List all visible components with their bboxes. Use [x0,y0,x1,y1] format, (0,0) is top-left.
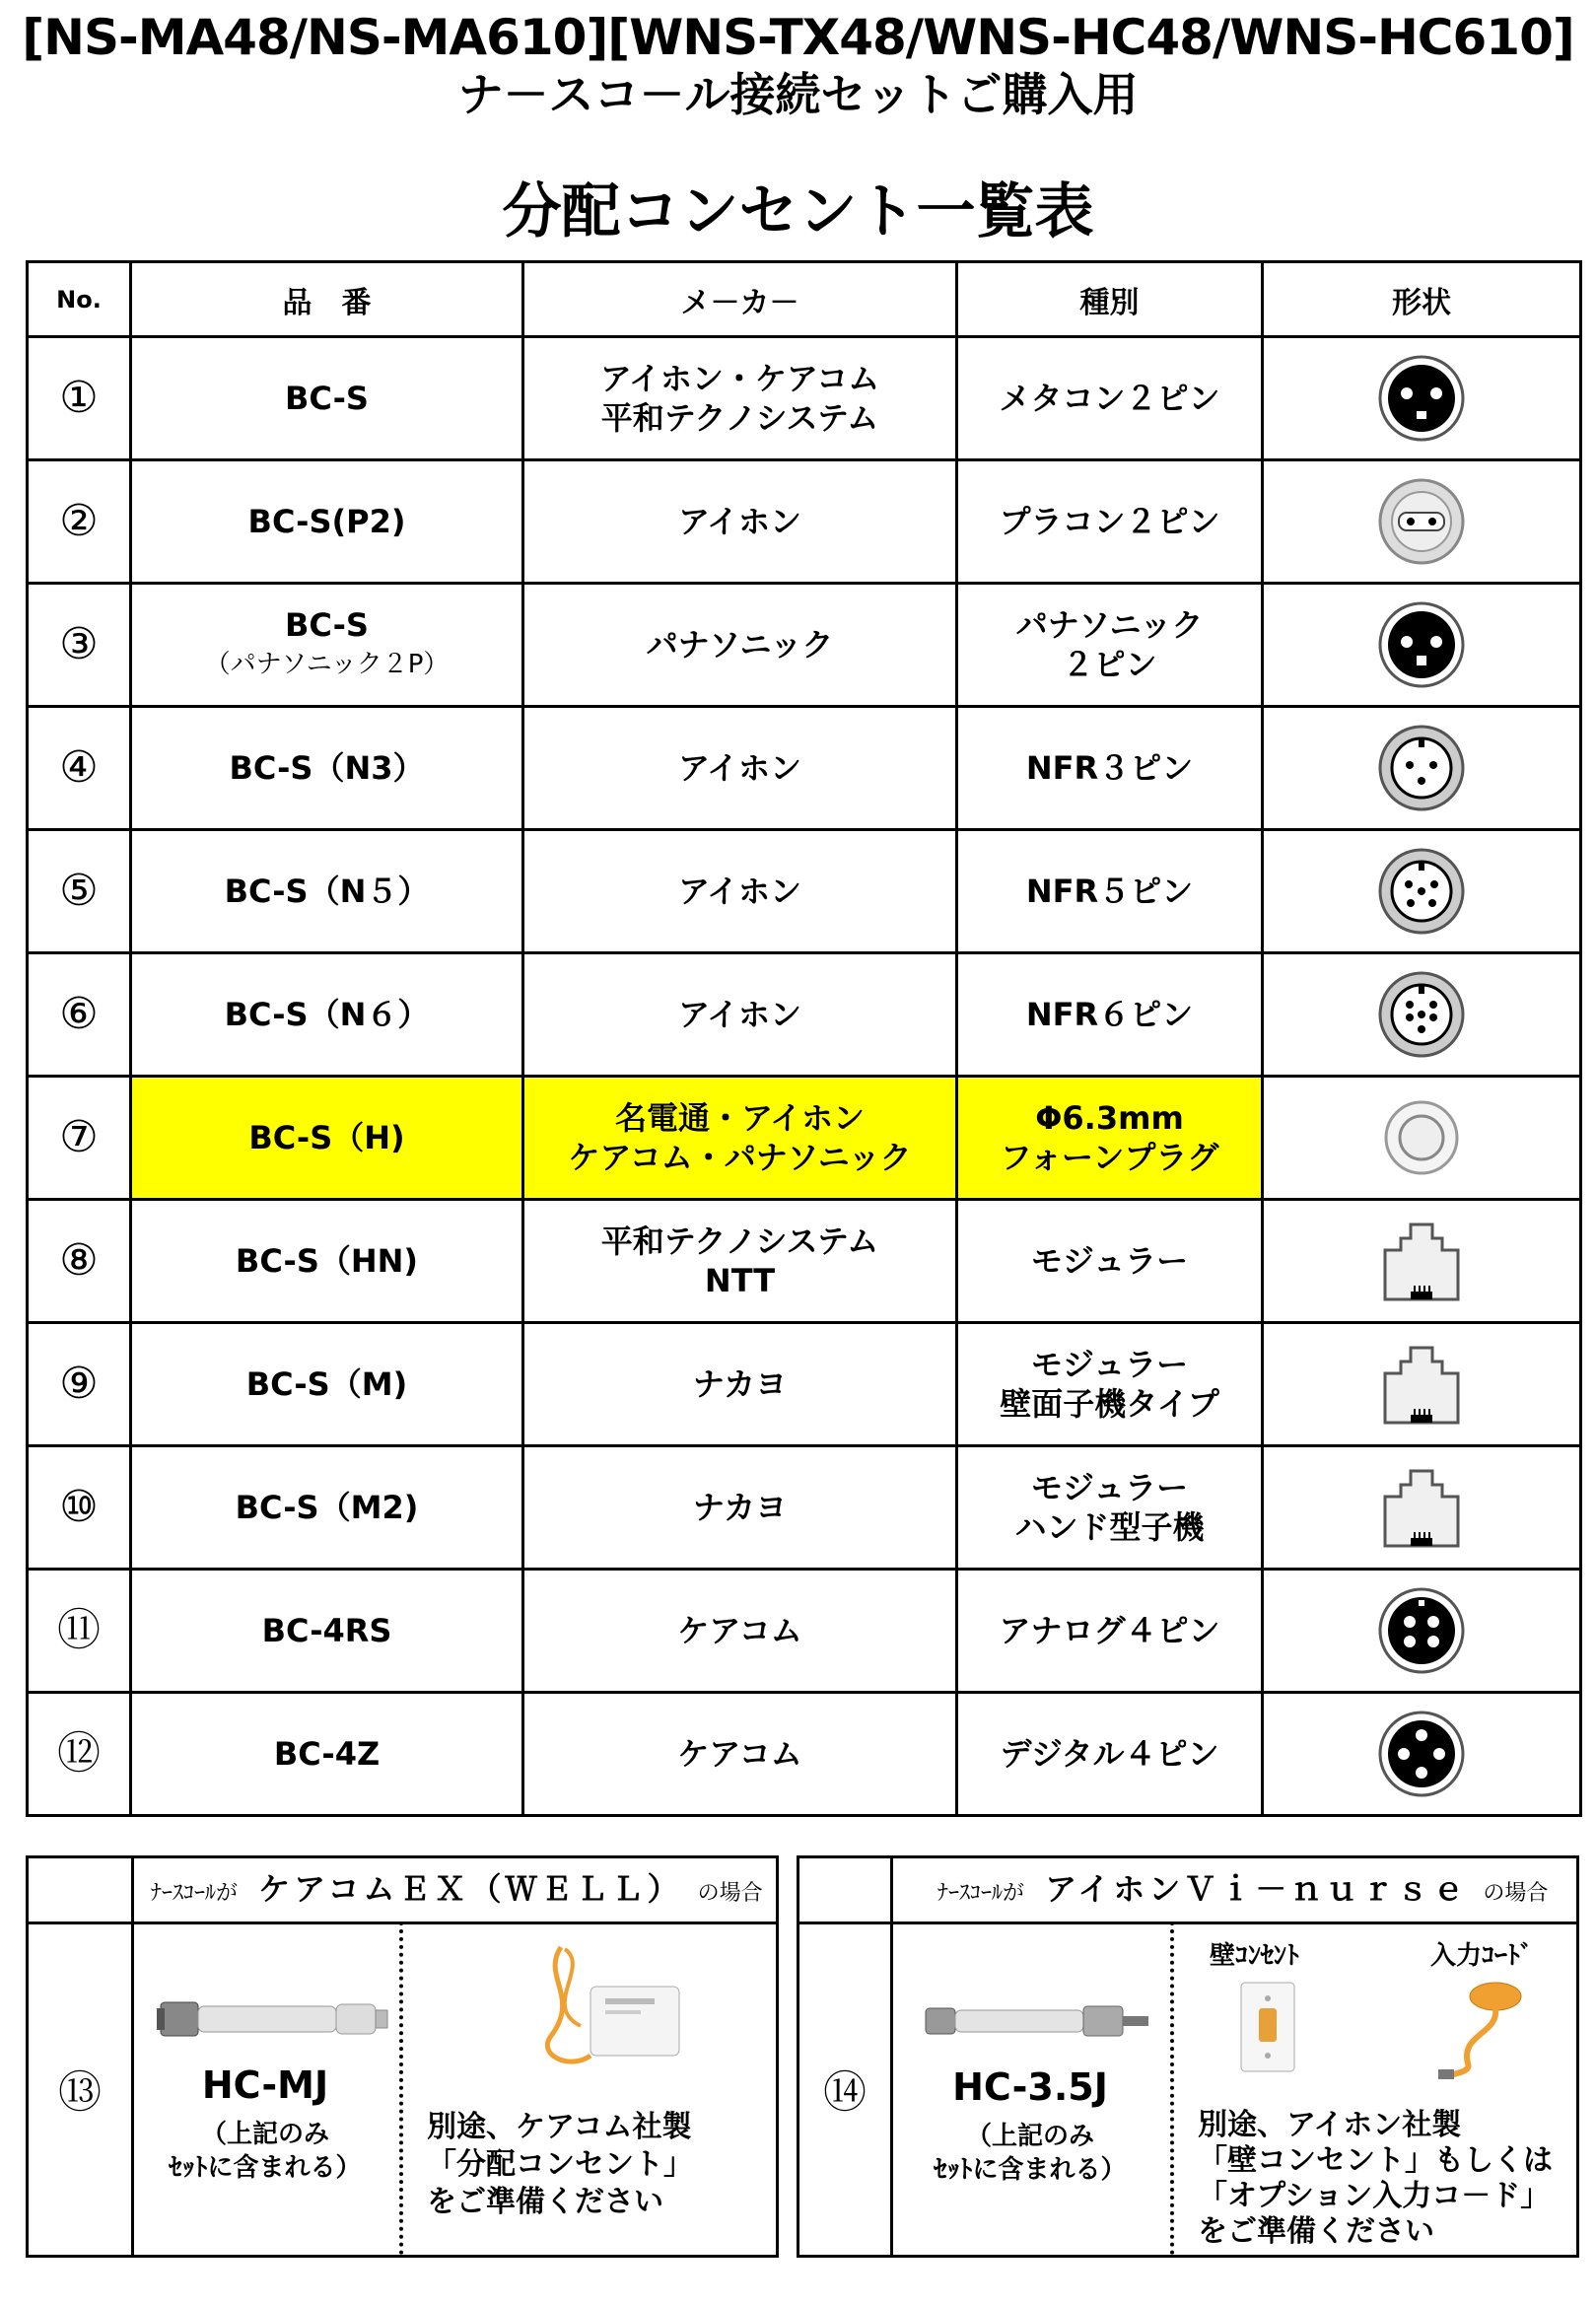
box14-part: HC-3.5J [952,2065,1108,2109]
row-no: ⑥ [28,953,131,1077]
row-maker-line1: ナカヨ [692,1365,788,1403]
row-shape [1263,1693,1581,1816]
wall-outlet-icon [1233,1979,1302,2077]
analog-4pin-icon [1377,1586,1466,1675]
table-row [28,707,1581,830]
row-shape [1263,1200,1581,1323]
row-type [957,1446,1263,1570]
row-type [957,1077,1263,1200]
row-shape [1263,830,1581,953]
box14-desc1: 別途、アイホン社製 [1198,2108,1462,2142]
box13-prefix: ﾅｰｽｺｰﾙが [151,1881,239,1906]
row-part [131,1446,523,1570]
row-type [957,1200,1263,1323]
row-maker-line1: アイホン [677,503,802,540]
box14-suffix: の場合 [1483,1881,1549,1906]
row-maker-line1: ケアコム [677,1612,802,1649]
careacom-outlet-icon [521,1937,699,2085]
col-type: 種別 [957,262,1263,337]
row-shape [1263,1570,1581,1693]
table-row [28,830,1581,953]
header-model-line: [NS-MA48/NS-MA610][WNS-TX48/WNS-HC48/WNS-HC610] [22,9,1574,66]
row-maker-line1: アイホン・ケアコム [599,360,880,397]
row-no: ⑨ [28,1323,131,1446]
row-type-line1: Φ6.3mm [1035,1099,1184,1137]
row-no: ⑪ [28,1570,131,1693]
table-row [28,337,1581,460]
row-part-name: BC-S（N６） [224,996,430,1033]
row-part-name: BC-S（N3） [229,749,425,787]
row-maker [523,1200,957,1323]
box-careacom-ex [26,1855,779,2258]
row-no: ③ [28,584,131,707]
row-maker [523,1446,957,1570]
row-part-name: BC-4RS [261,1612,392,1649]
panasonic-2pin-icon [1377,600,1466,689]
row-shape [1263,707,1581,830]
modular-jack-icon [1377,1340,1466,1429]
row-type-line1: NFR５ピン [1025,873,1194,910]
outlet-table [26,260,1582,1817]
row-type [957,707,1263,830]
col-maker: メ－カ－ [523,262,957,337]
row-maker-line1: アイホン [677,996,802,1033]
box14-cap-input-cord: 入力ｺｰﾄﾞ [1430,1941,1534,1971]
row-type-line2: ハンド型子機 [1014,1508,1205,1546]
row-no: ⑤ [28,830,131,953]
row-part [131,1200,523,1323]
row-part-name: BC-S [285,380,369,417]
row-part-name: BC-S（HN) [235,1242,419,1280]
row-no: ⑦ [28,1077,131,1200]
row-maker [523,1570,957,1693]
col-shape: 形状 [1263,262,1581,337]
row-maker [523,1693,957,1816]
row-part-name: BC-4Z [273,1735,381,1773]
row-part-name: BC-S [285,606,369,644]
row-type-line1: モジュラー [1030,1242,1189,1280]
row-no: ⑧ [28,1200,131,1323]
row-part [131,953,523,1077]
row-type-line1: モジュラー [1030,1469,1189,1506]
col-part: 品 番 [131,262,523,337]
row-maker [523,1077,957,1200]
header-subtitle: ナ－スコ－ル接続セットご購入用 [457,68,1139,121]
row-shape [1263,460,1581,584]
box13-system: ケアコムＥＸ（ＷＥＬＬ） [258,1870,683,1908]
row-type-line1: デジタル４ピン [1000,1735,1219,1773]
row-shape [1263,337,1581,460]
row-part [131,707,523,830]
row-type [957,953,1263,1077]
row-part-name: BC-S（N５） [224,873,430,910]
row-no: ④ [28,707,131,830]
page-title: 分配コンセント一覧表 [502,177,1094,246]
box14-desc4: をご準備ください [1198,2214,1434,2249]
row-type-line2: フォーンプラグ [1000,1139,1219,1176]
table-header-row [28,262,1581,337]
row-maker-line1: アイホン [677,749,802,787]
row-part [131,1077,523,1200]
row-type-line1: NFR６ピン [1025,996,1194,1033]
row-shape [1263,953,1581,1077]
table-row [28,1693,1581,1816]
row-type-line1: パナソニック [1015,606,1204,644]
row-type [957,337,1263,460]
metacon-2pin-icon [1377,354,1466,443]
table-row [28,584,1581,707]
box13-desc1: 別途、ケアコム社製 [427,2110,692,2144]
row-part-name: BC-S(P2) [247,503,406,540]
row-part-name: BC-S（H) [248,1119,405,1156]
table-row [28,1077,1581,1200]
placon-2pin-icon [1377,477,1466,566]
row-maker-line1: アイホン [677,873,802,910]
table-row [28,1323,1581,1446]
table-row [28,1570,1581,1693]
row-part [131,337,523,460]
box13-desc2: 「分配コンセント」 [427,2147,693,2182]
row-type-line1: アナログ４ピン [999,1612,1220,1649]
row-shape [1263,1446,1581,1570]
row-maker-line1: 名電通・アイホン [614,1099,866,1137]
row-maker-line1: 平和テクノシステム [600,1223,879,1260]
row-type-line1: メタコン２ピン [999,380,1220,417]
box14-system: アイホンＶｉ－ｎｕｒｓｅ [1045,1870,1469,1908]
row-maker-line1: パナソニック [646,626,834,664]
box14-cap-wall-outlet: 壁ｺﾝｾﾝﾄ [1210,1941,1300,1971]
row-type [957,1570,1263,1693]
modular-jack-icon [1377,1463,1466,1552]
row-maker [523,1323,957,1446]
row-type-line2: 壁面子機タイプ [1000,1385,1219,1423]
row-no: ⑩ [28,1446,131,1570]
row-maker-line1: ケアコム [677,1735,802,1773]
row-type-line1: モジュラー [1030,1346,1189,1383]
table-row [28,1446,1581,1570]
phone-plug-icon [1377,1093,1466,1182]
box14-desc3: 「オプション入力コ－ド」 [1198,2179,1551,2213]
row-part [131,830,523,953]
col-no: No. [28,262,131,337]
input-cord-icon [1430,1975,1549,2083]
row-part-name: BC-S（M) [245,1365,408,1403]
row-type [957,1323,1263,1446]
box13-note1: （上記のみ [200,2120,329,2149]
row-type [957,584,1263,707]
row-type [957,830,1263,953]
row-maker [523,337,957,460]
row-shape [1263,584,1581,707]
row-maker [523,707,957,830]
row-part-sub: （パナソニック２P） [204,650,450,679]
row-no: ② [28,460,131,584]
row-maker-line2: NTT [704,1262,776,1299]
box14-no: ⑭ [799,1922,893,2255]
row-type [957,1693,1263,1816]
row-maker [523,584,957,707]
nfr-6pin-icon [1377,970,1466,1059]
row-maker-line2: 平和テクノシステム [600,399,879,437]
row-maker [523,830,957,953]
row-part-name: BC-S（M2) [235,1489,419,1526]
box-aiphone-vinurse [797,1855,1579,2258]
row-type [957,460,1263,584]
box13-suffix: の場合 [697,1881,763,1906]
table-row [28,953,1581,1077]
row-no: ① [28,337,131,460]
box14-note1: （上記のみ [965,2122,1094,2151]
row-shape [1263,1077,1581,1200]
hc-mj-cable-icon [155,1985,391,2054]
row-part [131,1693,523,1816]
table-row [28,1200,1581,1323]
row-type-line1: NFR３ピン [1025,749,1194,787]
row-part [131,1570,523,1693]
nfr-3pin-icon [1377,724,1466,812]
row-part [131,584,523,707]
box13-note2: ｾｯﾄに含まれる） [169,2153,362,2183]
box13-desc3: をご準備ください [427,2185,663,2219]
box14-note2: ｾｯﾄに含まれる） [934,2155,1127,2185]
row-part [131,460,523,584]
hc-35j-cable-icon [922,1987,1158,2056]
row-shape [1263,1323,1581,1446]
modular-jack-icon [1377,1217,1466,1305]
box14-prefix: ﾅｰｽｺｰﾙが [937,1881,1025,1906]
row-maker-line2: ケアコム・パナソニック [568,1139,912,1176]
table-row [28,460,1581,584]
row-type-line2: ２ピン [1062,646,1157,683]
row-part [131,1323,523,1446]
box13-part: HC-MJ [201,2063,329,2107]
box14-desc2: 「壁コンセント」もしくは [1198,2143,1553,2178]
row-maker [523,460,957,584]
box13-no: ⑬ [29,1922,134,2255]
row-maker [523,953,957,1077]
digital-4pin-icon [1377,1710,1466,1798]
row-maker-line1: ナカヨ [692,1489,788,1526]
row-no: ⑫ [28,1693,131,1816]
nfr-5pin-icon [1377,847,1466,936]
row-type-line1: プラコン２ピン [999,503,1220,540]
